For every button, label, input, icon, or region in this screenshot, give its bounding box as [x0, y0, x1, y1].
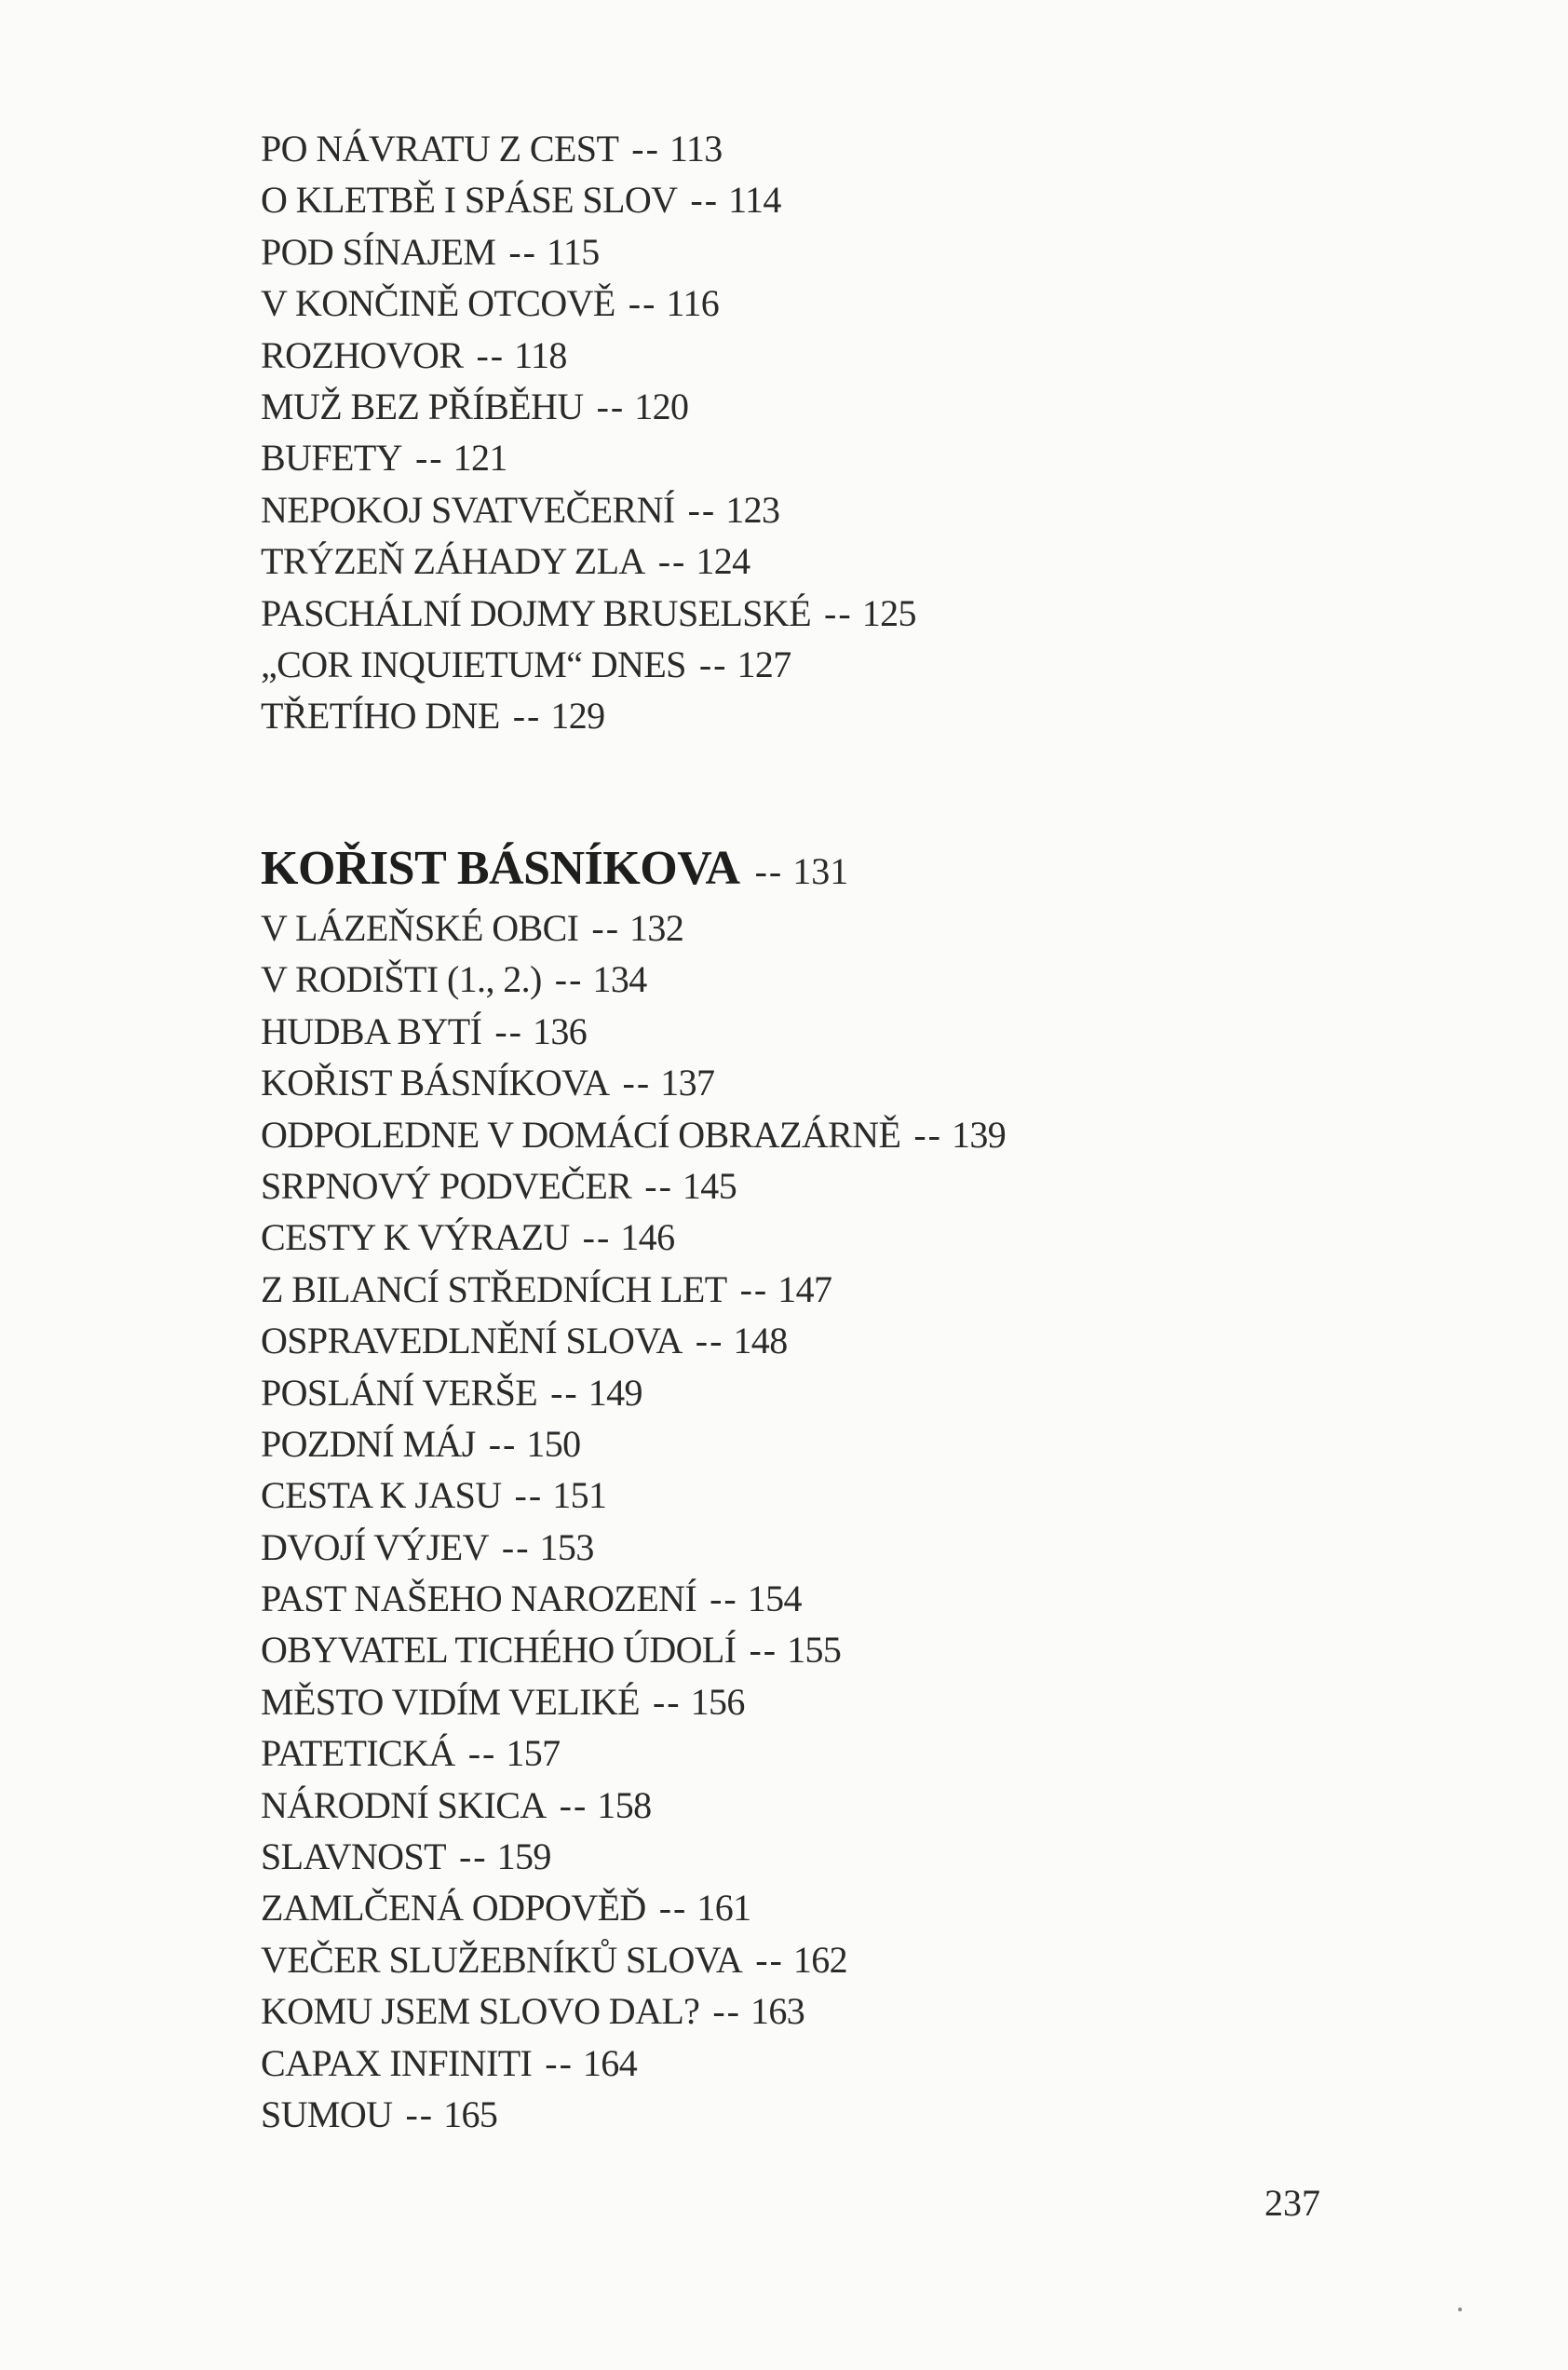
toc-list-part1: [261, 123, 1378, 742]
toc-entry: [261, 1212, 1378, 1263]
toc-entry-title: ODPOLEDNE V DOMÁCÍ OBRAZÁRNĚ: [261, 1113, 901, 1156]
toc-entry-page: 155: [787, 1629, 842, 1672]
toc-separator: --: [559, 1783, 588, 1826]
paper-speck: [1458, 2308, 1462, 2311]
toc-entry: [261, 381, 1378, 432]
toc-entry: [261, 278, 1378, 329]
toc-entry-page: 149: [588, 1371, 642, 1414]
toc-entry-title: BUFETY: [261, 437, 402, 480]
toc-entry-page: 125: [861, 591, 916, 634]
toc-entry-page: 129: [550, 695, 605, 738]
toc-entry: [261, 535, 1378, 587]
section-title: KOŘIST BÁSNÍKOVA: [261, 842, 740, 895]
toc-entry: [261, 1367, 1378, 1418]
toc-entry: [261, 1573, 1378, 1624]
section-page: 131: [792, 850, 849, 892]
toc-entry-title: OSPRAVEDLNĚNÍ SLOVA: [261, 1320, 683, 1362]
toc-separator: --: [508, 230, 537, 273]
toc-entry-title: ZAMLČENÁ ODPOVĚĎ: [261, 1887, 646, 1930]
toc-entry-title: PAST NAŠEHO NAROZENÍ: [261, 1578, 697, 1620]
toc-entry: [261, 1882, 1378, 1933]
toc-entry-title: POSLÁNÍ VERŠE: [261, 1371, 538, 1414]
toc-entry-title: CESTA K JASU: [261, 1474, 502, 1517]
toc-entry: [261, 1522, 1378, 1573]
toc-entry-page: 156: [690, 1680, 745, 1723]
toc-entry-title: O KLETBĚ I SPÁSE SLOV: [261, 179, 678, 222]
toc-separator: --: [582, 1216, 612, 1259]
toc-separator: --: [644, 1164, 673, 1207]
toc-entry-title: OBYVATEL TICHÉHO ÚDOLÍ: [261, 1629, 737, 1672]
toc-separator: --: [755, 1938, 784, 1981]
toc-separator: --: [695, 1320, 724, 1362]
toc-entry-title: TŘETÍHO DNE: [261, 695, 500, 738]
toc-entry: [261, 1160, 1378, 1212]
toc-entry-title: DVOJÍ VÝJEV: [261, 1525, 489, 1568]
toc-separator: --: [658, 1887, 688, 1930]
toc-entry: [261, 1264, 1378, 1315]
toc-entry-page: 139: [951, 1113, 1007, 1156]
toc-entry-page: 146: [620, 1216, 675, 1259]
toc-entry-title: KOŘIST BÁSNÍKOVA: [261, 1062, 610, 1104]
toc-entry-page: 157: [506, 1732, 561, 1775]
toc-entry-title: V LÁZEŇSKÉ OBCI: [261, 907, 579, 949]
toc-separator: --: [631, 128, 660, 169]
toc-entry-page: 148: [733, 1320, 788, 1362]
toc-entry-page: 158: [597, 1783, 652, 1826]
toc-entry-page: 124: [696, 540, 750, 583]
toc-entry: [261, 1676, 1378, 1727]
toc-entry-page: 164: [582, 2041, 638, 2084]
toc-entry-title: HUDBA BYTÍ: [261, 1009, 482, 1052]
toc-separator: --: [545, 2041, 574, 2084]
toc-separator: --: [550, 1371, 579, 1414]
toc-entry-page: 136: [532, 1009, 588, 1052]
toc-entry-title: NEPOKOJ SVATVEČERNÍ: [261, 488, 675, 531]
toc-entry-title: SUMOU: [261, 2092, 393, 2135]
toc-entry: [261, 1934, 1378, 1985]
toc-entry-page: 113: [669, 128, 723, 169]
toc-entry-page: 120: [634, 385, 689, 427]
toc-entry-page: 147: [777, 1267, 832, 1310]
toc-entry-title: NÁRODNÍ SKICA: [261, 1783, 547, 1826]
toc-separator: --: [712, 1990, 741, 2033]
toc-entry-title: VEČER SLUŽEBNÍKŮ SLOVA: [261, 1938, 743, 1981]
toc-separator: --: [739, 1267, 769, 1310]
toc-entry-page: 154: [747, 1578, 802, 1620]
toc-entry-title: Z BILANCÍ STŘEDNÍCH LET: [261, 1267, 727, 1310]
toc-entry: [261, 902, 1378, 954]
toc-entry: [261, 226, 1378, 278]
toc-separator: --: [501, 1525, 531, 1568]
page-number: 237: [1264, 2182, 1320, 2224]
toc-entry-title: ROZHOVOR: [261, 333, 464, 376]
toc-entry-page: 115: [546, 230, 600, 273]
toc-separator: --: [596, 385, 626, 427]
toc-entry: [261, 690, 1378, 741]
toc-separator: --: [652, 1680, 682, 1723]
toc-entry: [261, 1057, 1378, 1108]
toc-separator: --: [824, 591, 853, 634]
toc-entry-page: 121: [453, 437, 507, 480]
toc-entry-page: 159: [496, 1835, 551, 1878]
toc-separator: --: [754, 850, 784, 892]
toc-separator: --: [698, 643, 728, 685]
toc-entry-title: SRPNOVÝ PODVEČER: [261, 1164, 632, 1207]
toc-entry: [261, 2038, 1378, 2089]
toc-entry-title: PASCHÁLNÍ DOJMY BRUSELSKÉ: [261, 591, 812, 634]
toc-entry: [261, 330, 1378, 381]
toc-entry-page: 163: [750, 1990, 805, 2033]
toc-separator: --: [458, 1835, 488, 1878]
toc-entry-title: SLAVNOST: [261, 1835, 446, 1878]
toc-entry-page: 114: [728, 179, 781, 222]
toc-separator: --: [405, 2092, 435, 2135]
toc-entry: [261, 1418, 1378, 1469]
toc-entry-title: CESTY K VÝRAZU: [261, 1216, 570, 1259]
toc-separator: --: [514, 1474, 544, 1517]
toc-entry-page: 153: [539, 1525, 594, 1568]
toc-separator: --: [913, 1113, 942, 1156]
toc-entry: [261, 954, 1378, 1005]
toc-entry-page: 165: [443, 2092, 498, 2135]
toc-entry-page: 151: [552, 1474, 607, 1517]
toc-entry: [261, 588, 1378, 639]
toc-separator: --: [749, 1629, 778, 1672]
toc-entry: [261, 1985, 1378, 2037]
toc-entry-page: 123: [725, 488, 780, 531]
toc-entry: [261, 639, 1378, 690]
toc-separator: --: [488, 1422, 518, 1465]
toc-separator: --: [591, 907, 621, 949]
toc-entry-title: V KONČINĚ OTCOVĚ: [261, 282, 615, 325]
toc-section-heading: [261, 835, 1378, 902]
toc-entry-title: KOMU JSEM SLOVO DAL?: [261, 1990, 700, 2033]
toc-separator: --: [512, 695, 542, 738]
toc-separator: --: [476, 333, 506, 376]
toc-entry: [261, 174, 1378, 225]
toc-entry-title: TRÝZEŇ ZÁHADY ZLA: [261, 540, 645, 583]
toc-entry-title: CAPAX INFINITI: [261, 2041, 533, 2084]
toc-separator: --: [494, 1009, 523, 1052]
toc-entry: [261, 1469, 1378, 1521]
toc-separator: --: [554, 958, 584, 1001]
toc-entry: [261, 1727, 1378, 1779]
toc-entry: [261, 1624, 1378, 1675]
toc-entry-page: 132: [629, 907, 684, 949]
toc-entry: [261, 432, 1378, 483]
toc-entry-page: 145: [682, 1164, 737, 1207]
toc-separator: --: [622, 1062, 652, 1104]
toc-separator: --: [657, 540, 687, 583]
toc-entry: [261, 484, 1378, 535]
toc-list-part2: [261, 835, 1378, 2140]
toc-entry-title: MUŽ BEZ PŘÍBĚHU: [261, 385, 584, 427]
toc-entry-page: 127: [737, 643, 791, 685]
toc-separator: --: [687, 488, 717, 531]
toc-separator: --: [467, 1732, 497, 1775]
toc-separator: --: [414, 437, 444, 480]
toc-entry-title: POD SÍNAJEM: [261, 230, 496, 273]
toc-separator: --: [690, 179, 720, 222]
toc-entry: [261, 123, 1378, 174]
toc-entry-page: 118: [514, 333, 567, 376]
toc-entry-page: 162: [792, 1938, 848, 1981]
toc-entry: [261, 1109, 1378, 1160]
toc-entry-page: 161: [696, 1887, 751, 1930]
toc-entry-page: 134: [592, 958, 647, 1001]
toc-entry-title: PATETICKÁ: [261, 1732, 455, 1775]
toc-separator: --: [628, 282, 657, 325]
toc-entry-page: 116: [666, 282, 720, 325]
toc-entry-title: PO NÁVRATU Z CEST: [261, 128, 619, 169]
toc-entry-page: 137: [660, 1062, 715, 1104]
toc-separator: --: [710, 1578, 738, 1620]
toc-entry: [261, 1006, 1378, 1057]
toc-entry: [261, 2089, 1378, 2140]
toc-entry: [261, 1315, 1378, 1366]
toc-entry-page: 150: [526, 1422, 581, 1465]
toc-entry: [261, 1831, 1378, 1882]
toc-entry-title: POZDNÍ MÁJ: [261, 1422, 476, 1465]
toc-entry-title: MĚSTO VIDÍM VELIKÉ: [261, 1680, 640, 1723]
toc-entry-title: V RODIŠTI (1., 2.): [261, 958, 542, 1001]
toc-entry: [261, 1780, 1378, 1831]
toc-entry-title: „COR INQUIETUM“ DNES: [261, 643, 686, 685]
